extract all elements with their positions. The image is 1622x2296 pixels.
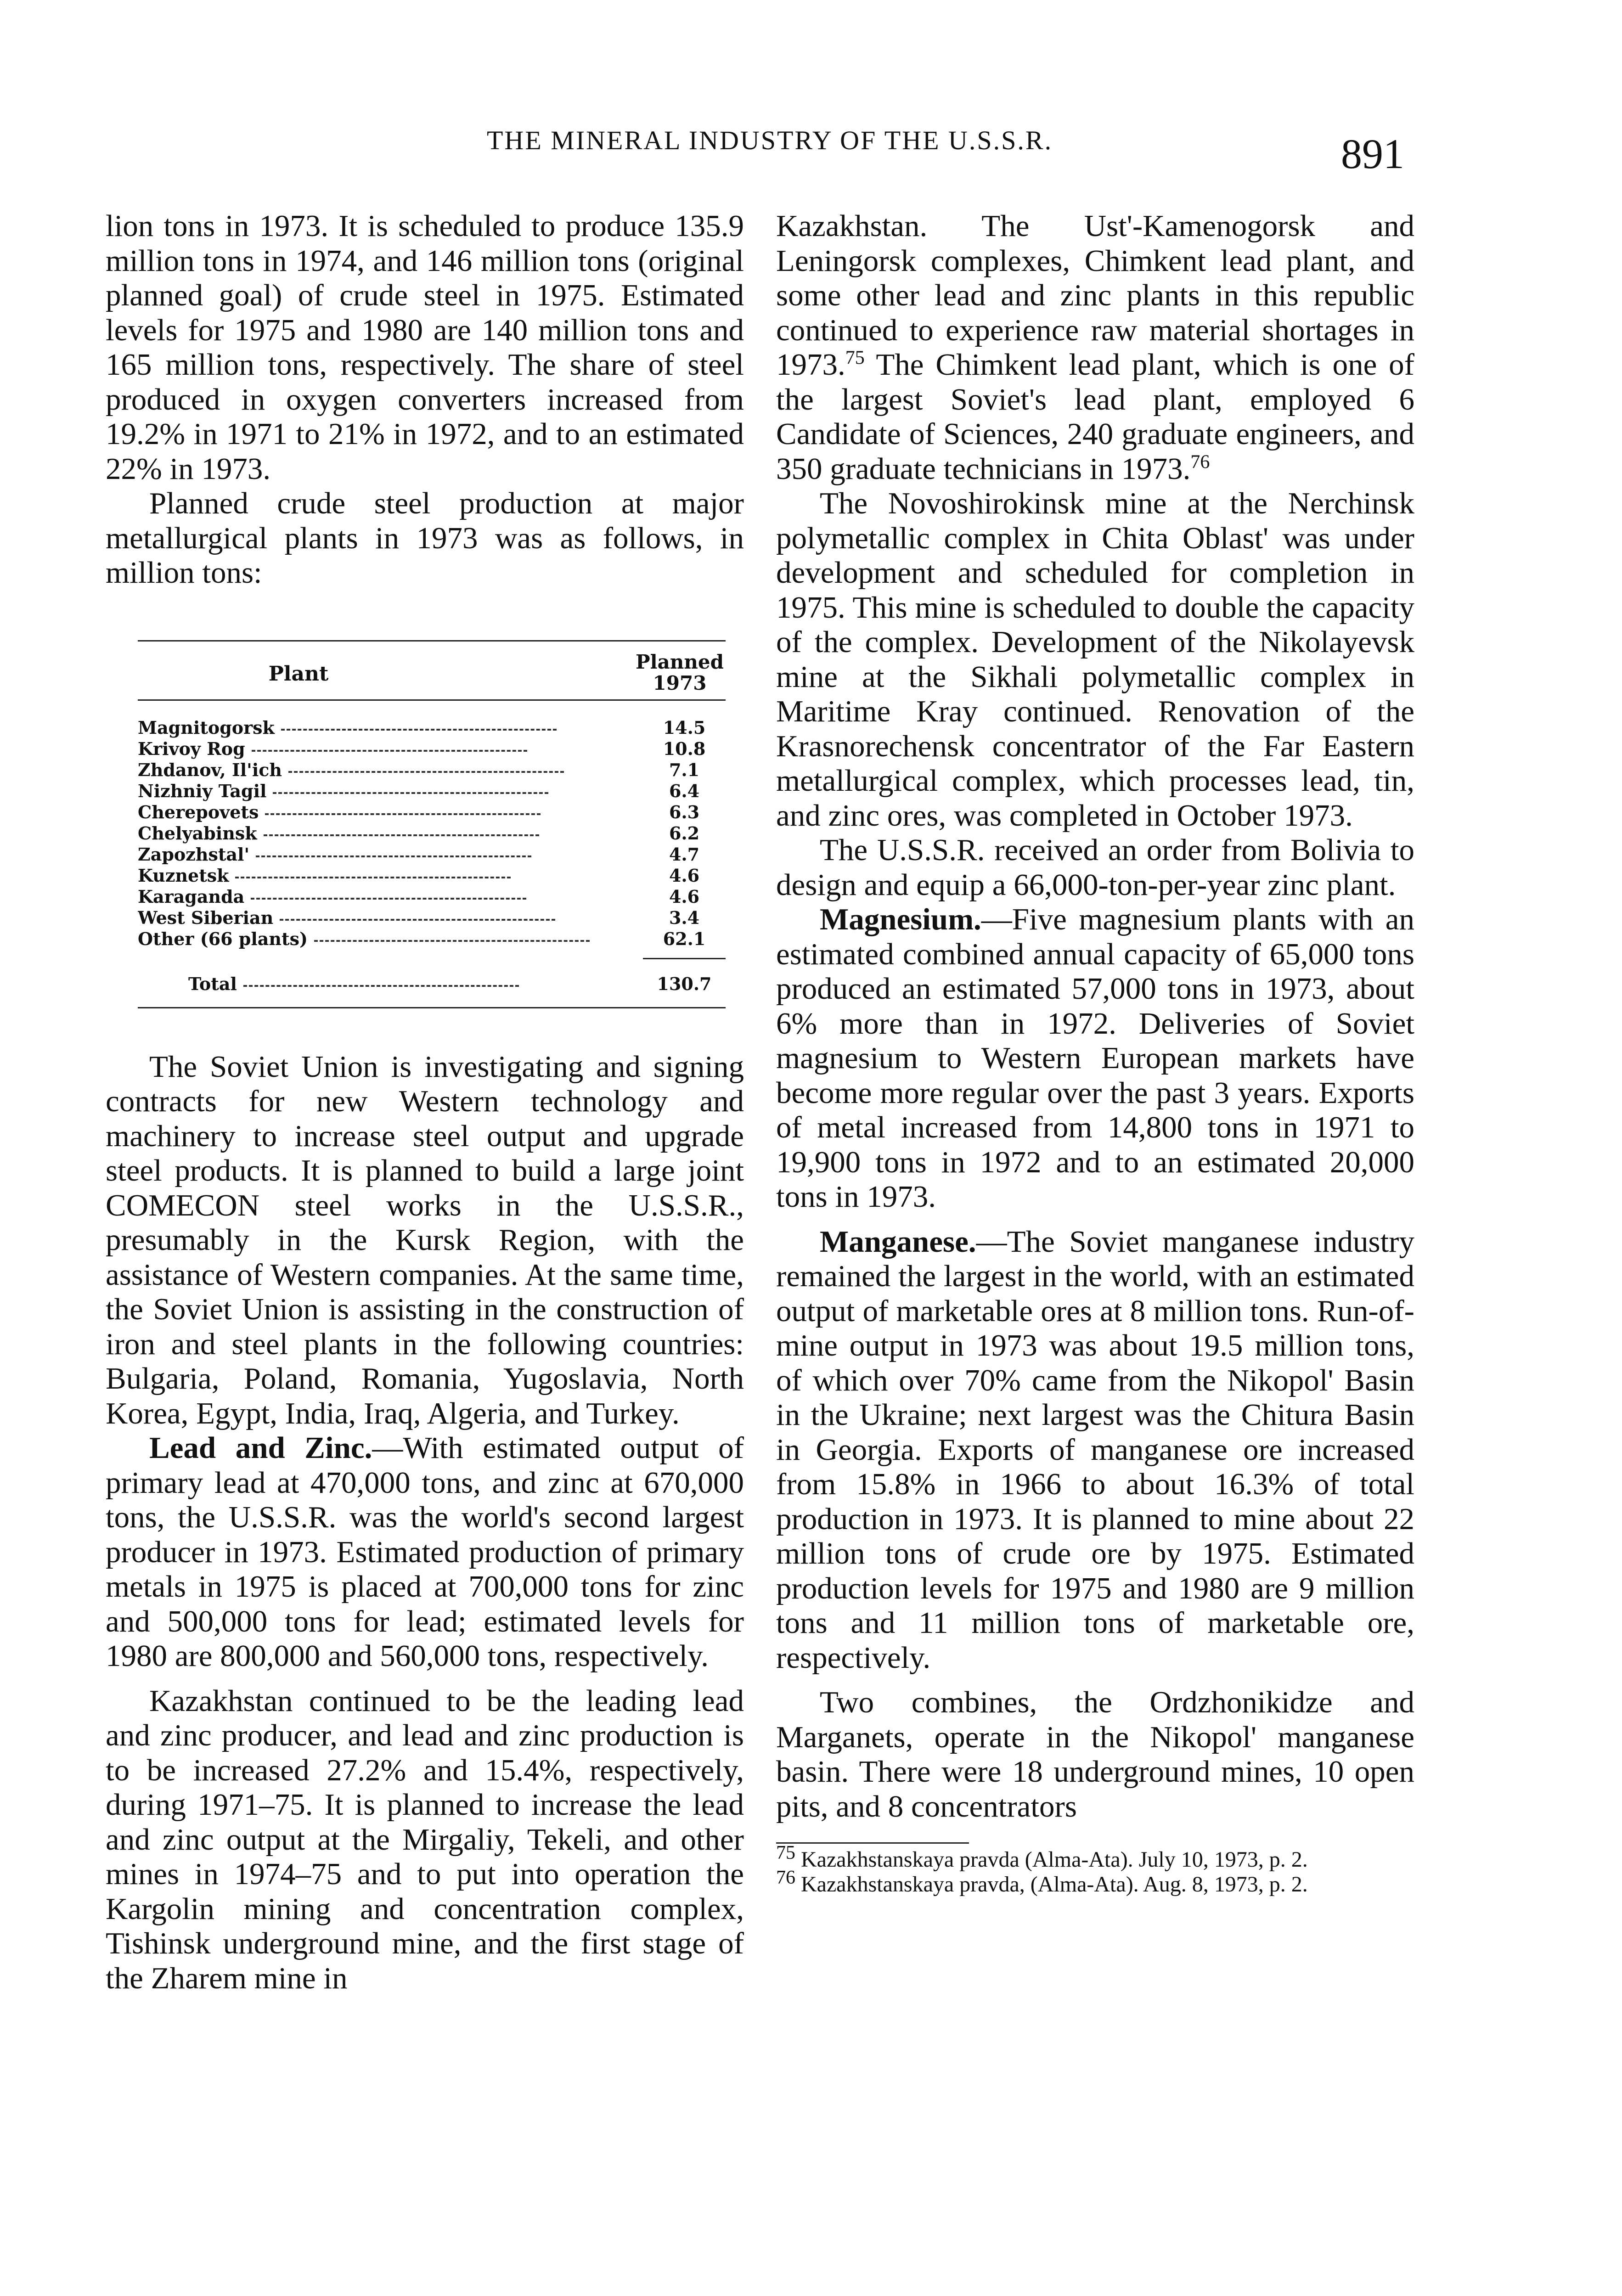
paragraph-combines: Two combines, the Ordzhonikidze and Marganets, operate in the Nikopol' manganese basin. There were 18 underground mines, 10 open pits, and 8 concentrators <box>776 1685 1414 1823</box>
paragraph-bolivia-order: The U.S.S.R. received an order from Bolivia to design and equip a 66,000-ton-per-year zinc plant. <box>776 833 1414 902</box>
footnote-divider <box>776 1842 969 1844</box>
paragraph-lead-zinc <box>106 1431 744 1674</box>
planned-value: 4.7 <box>669 844 700 865</box>
running-title: THE MINERAL INDUSTRY OF THE U.S.S.R. <box>487 125 1053 155</box>
planned-value: 3.4 <box>669 907 700 928</box>
table-row <box>138 738 726 760</box>
total-value: 130.7 <box>657 974 712 994</box>
table-row <box>138 717 726 738</box>
planned-value: 6.4 <box>669 781 700 801</box>
column-header-planned-label: Planned <box>636 650 724 673</box>
table-total-row <box>643 958 726 961</box>
manganese-body: —The Soviet manganese industry remained the largest in the world, with an estimated output of marketable ores at 8 million tons. Run-of-mine output in 1973 was about 19.5 million tons, of which over 70% came from the Nikopol' Basin in the Ukraine; next largest was the Chitura Basin in Georgia. Exports of manganese ore increased from 15.8% in 1966 to about 16.3% of total production in 1973. It is planned to mine about 22 million tons of crude ore by 1975. Estimated production levels for 1975 and 1980 are 9 million tons and 11 million tons of marketable ore, respectively. <box>776 1224 1414 1675</box>
heading-magnesium: Magnesium. <box>820 902 981 936</box>
dot-leader <box>252 750 527 752</box>
plant-name: Chelyabinsk <box>138 823 257 844</box>
dot-leader <box>288 771 564 773</box>
paragraph-steel-output: lion tons in 1973. It is scheduled to produce 135.9 million tons in 1974, and 146 million tons (original planned goal) of crude steel in 1975. Estimated levels for 1975 and 1980 are 140 million tons and 165 million tons, respectively. The share of steel produced in oxygen converters increased from 19.2% in 1971 to 21% in 1972, and to an estimated 22% in 1973. <box>106 209 744 486</box>
plant-name: Karaganda <box>138 886 245 907</box>
footnote-75-text: Kazakhstanskaya pravda (Alma-Ata). July 10, 1973, p. 2. <box>795 1847 1308 1872</box>
dot-leader <box>235 877 511 878</box>
planned-value: 6.3 <box>669 802 700 822</box>
dot-leader <box>243 985 519 987</box>
table-header <box>138 642 726 701</box>
paragraph-manganese <box>776 1225 1414 1676</box>
planned-value: 6.2 <box>669 823 700 844</box>
plant-name: Cherepovets <box>138 802 259 822</box>
table-row <box>138 929 726 950</box>
table-row <box>138 823 726 844</box>
left-column <box>106 209 744 1996</box>
column-header-year: 1973 <box>653 671 707 694</box>
kazakhstan-text-b: The Chimkent lead plant, which is one of the largest Soviet's lead plant, employed 6 Candidate of Sciences, 240 graduate engineers, and 350 graduate technicians in 1973. <box>776 348 1414 486</box>
dot-leader <box>273 792 548 794</box>
column-header-planned <box>634 652 726 694</box>
paragraph-planned-steel-intro: Planned crude steel production at major metallurgical plants in 1973 was as follows, in million tons: <box>106 486 744 590</box>
plant-name: Krivoy Rog <box>138 738 245 759</box>
planned-value: 14.5 <box>663 717 706 738</box>
table-row <box>138 907 726 929</box>
dot-leader <box>314 940 590 942</box>
planned-value: 10.8 <box>663 738 706 759</box>
table-row <box>138 886 726 907</box>
footnote-76-text: Kazakhstanskaya pravda, (Alma-Ata). Aug. 8, 1973, p. 2. <box>795 1872 1308 1896</box>
plant-name: Other (66 plants) <box>138 929 308 949</box>
table-row <box>138 802 726 823</box>
dot-leader <box>280 919 555 921</box>
footnote-75 <box>776 1842 1414 1872</box>
footnote-mark-75: 75 <box>776 1842 795 1863</box>
column-header-plant: Plant <box>268 662 329 686</box>
paragraph-western-technology: The Soviet Union is investigating and signing contracts for new Western technology and machinery to increase steel output and upgrade steel products. It is planned to build a large joint COMECON steel works in the U.S.S.R., presumably in the Kursk Region, with the assistance of Western companies. At the same time, the Soviet Union is assisting in the construction of iron and steel plants in the following countries: Bulgaria, Poland, Romania, Yugoslavia, North Korea, Egypt, India, Iraq, Algeria, and Turkey. <box>106 1049 744 1430</box>
plant-name: Kuznetsk <box>138 865 229 886</box>
plant-name: Zhdanov, Il'ich <box>138 760 282 780</box>
right-column <box>776 209 1414 1897</box>
dot-leader <box>251 898 526 900</box>
plant-name: Nizhniy Tagil <box>138 781 267 801</box>
planned-value: 62.1 <box>663 929 706 949</box>
paragraph-magnesium <box>776 902 1414 1215</box>
footnote-ref-75: 75 <box>845 347 865 369</box>
dot-leader <box>265 813 541 815</box>
dot-leader <box>256 855 531 857</box>
plant-name: Zapozhstal' <box>138 844 250 865</box>
plant-name: West Siberian <box>138 907 274 928</box>
heading-lead-zinc: Lead and Zinc. <box>149 1431 372 1465</box>
paragraph-novoshirokinsk: The Novoshirokinsk mine at the Nerchinsk polymetallic complex in Chita Oblast' was under development and scheduled for completion in 1975. This mine is scheduled to double the capacity of the complex. Development of the Nikolayevsk mine at the Sikhali polymetallic complex in Maritime Kray continued. Renovation of the Krasnorechensk concentrator of the Far Eastern metallurgical complex, which processes lead, tin, and zinc ores, was completed in October 1973. <box>776 486 1414 833</box>
footnote-76 <box>776 1867 1414 1897</box>
planned-steel-table <box>138 640 726 1008</box>
footnote-ref-76: 76 <box>1190 451 1210 473</box>
paragraph-kazakhstan: Kazakhstan continued to be the leading lead and zinc producer, and lead and zinc production is to be increased 27.2% and 15.4%, respectively, during 1971–75. It is planned to increase the lead and zinc output at the Mirgaliy, Tekeli, and other mines in 1974–75 and to put into operation the Kargolin mining and concentration complex, Tishinsk underground mine, and the first stage of the Zharem mine in <box>106 1683 744 1995</box>
footnote-mark-76: 76 <box>776 1867 795 1888</box>
heading-manganese: Manganese. <box>820 1224 976 1259</box>
lead-zinc-body: —With estimated output of primary lead at 470,000 tons, and zinc at 670,000 tons, the U.S.S.R. was the world's second largest producer in 1973. Estimated production of primary metals in 1975 is placed at 700,000 tons for zinc and 500,000 tons for lead; estimated levels for 1980 are 800,000 and 560,000 tons, respectively. <box>106 1431 744 1673</box>
page-number: 891 <box>1341 130 1404 177</box>
planned-value: 7.1 <box>669 760 700 780</box>
table-body <box>138 701 726 958</box>
table-row <box>138 844 726 865</box>
dot-leader <box>281 729 557 731</box>
table-row <box>138 760 726 781</box>
table-row <box>138 781 726 802</box>
plant-name: Magnitogorsk <box>138 717 275 738</box>
table-row <box>138 865 726 886</box>
total-row <box>138 961 726 1007</box>
paragraph-kazakhstan-continued <box>776 209 1414 486</box>
planned-value: 4.6 <box>669 886 700 907</box>
planned-value: 4.6 <box>669 865 700 886</box>
kazakhstan-text-a: Kazakhstan. The Ust'-Kamenogorsk and Leningorsk complexes, Chimkent lead plant, and some other lead and zinc plants in this republic continued to experience raw material shortages in 1973. <box>776 209 1414 382</box>
total-label: Total <box>188 974 237 994</box>
dot-leader <box>264 834 539 836</box>
magnesium-body: —Five magnesium plants with an estimated combined annual capacity of 65,000 tons produced an estimated 57,000 tons in 1973, about 6% more than in 1972. Deliveries of Soviet magnesium to Western European markets have become more regular over the past 3 years. Exports of metal increased from 14,800 tons in 1971 to 19,900 tons in 1972 and to an estimated 20,000 tons in 1973. <box>776 902 1414 1214</box>
